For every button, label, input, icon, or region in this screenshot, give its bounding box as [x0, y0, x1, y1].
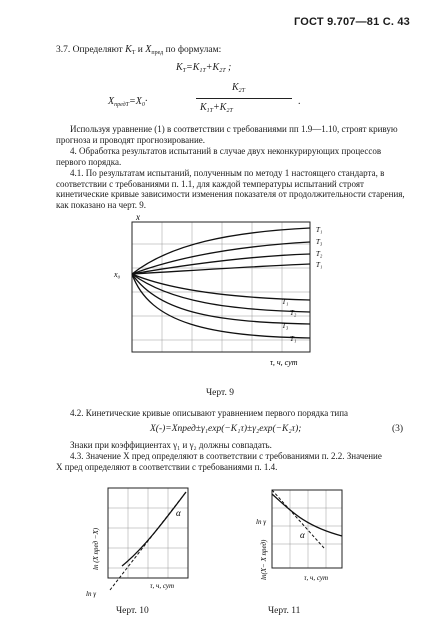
equation-3-number: (3): [392, 424, 404, 434]
p-4: 4. Обработка результатов испытаний в случае двух неконкурирующих процессов первого порядка.: [56, 146, 382, 167]
section-3-7: [56, 44, 406, 56]
sym-x: X: [145, 44, 152, 55]
eq1-plus: +K: [205, 62, 220, 73]
lower-label-3: T₃: [282, 322, 289, 330]
fig9-x0-label: x₀: [114, 270, 121, 279]
fig11-alpha: α: [300, 530, 305, 540]
numer: K: [232, 82, 239, 93]
fig9-y-label: x: [136, 214, 140, 222]
fig10-x-label: τ, ч, сут: [150, 582, 175, 590]
upper-label-3: T₂: [316, 250, 323, 258]
fig9-x-label: τ, ч, сут: [270, 358, 298, 367]
fig10-caption: Черт. 10: [116, 606, 149, 616]
fig11-y-label: ln(X− X пред): [260, 539, 268, 580]
denom-a: K: [200, 102, 207, 113]
equation-3: X(-)=Xпред±γ₁exp(−K₁τ)±γ₂exp(−K₂τ);: [150, 424, 302, 434]
fraction-numerator: $K_{2T}$: [232, 82, 246, 94]
lower-label-4: T₁: [290, 335, 297, 343]
fraction-bar: [196, 98, 292, 99]
eq1-lhs: K: [176, 62, 183, 73]
p-using: Используя уравнение (1) в соответствии с требованиями пп 1.9—1.10, строят кривую прогноза и проводят прогнозирование.: [56, 124, 398, 145]
fig9-caption: Черт. 9: [206, 388, 234, 398]
fig9-frame: [132, 222, 310, 352]
fig10-curve: [122, 492, 186, 566]
sub-t: T: [131, 50, 136, 56]
page-header: ГОСТ 9.707—81 С. 43: [293, 16, 410, 28]
sub-pred: пред: [151, 50, 164, 56]
period: .: [298, 96, 301, 107]
fig11-dashed-line: [272, 490, 324, 548]
fig11-ln-gamma: ln γ: [256, 518, 266, 526]
curve-lower-2: [132, 274, 310, 312]
s37-and: и: [137, 45, 143, 55]
formula-x: $X_{предT}=X_0\cdot$: [108, 96, 148, 108]
denom-plus: +K: [213, 102, 227, 113]
figure-11: [242, 480, 352, 590]
eq2-rhs: =X: [129, 96, 142, 107]
lower-label-2: T₂: [290, 309, 297, 317]
curve-lower-1: [132, 274, 310, 300]
figure-9: [110, 214, 360, 374]
figure-10: [82, 480, 202, 600]
lower-label-1: T₁: [282, 298, 289, 306]
upper-label-1: T₁: [316, 226, 323, 234]
upper-label-4: T₁: [316, 261, 323, 269]
p-4-2: 4.2. Кинетические кривые описывают уравнением первого порядка типа: [70, 408, 349, 418]
s37-lead: 3.7. Определяют: [56, 45, 123, 55]
formula-k: $K_T=K_{1T}+K_{2T}$ ;: [176, 62, 232, 74]
fig10-ln-gamma: ln γ: [86, 590, 96, 598]
upper-label-2: T₃: [316, 238, 323, 246]
p-4-3b: X пред определяют в соответствии с требованиями п. 1.4.: [56, 462, 278, 472]
p-4-1: 4.1. По результатам испытаний, полученным по методу 1 настоящего стандарта, в соответствии с требованиями п. 1.1, для каждой температуры испытаний строят кинетические кривые зависимости изменения показателя от продолжительности старения, как показано на черт. 9.: [56, 168, 405, 210]
eq1-rhs: =K: [186, 62, 200, 73]
fig10-alpha: α: [176, 508, 181, 518]
eq2-lhs: X: [108, 96, 115, 107]
fig10-grid: [108, 488, 188, 578]
s37-tail: по формулам:: [165, 45, 222, 55]
p-4-3a: 4.3. Значение X пред определяют в соответствии с требованиями п. 2.2. Значение: [70, 451, 382, 461]
p-signs: Знаки при коэффициентах γ₁ и γ₂ должны совпадать.: [70, 440, 272, 450]
fig11-caption: Черт. 11: [268, 606, 301, 616]
eq2-dot: ·: [144, 96, 148, 107]
fig10-y-label: ln (X пред −X): [92, 527, 100, 570]
fraction-denominator: $K_{1T}+K_{2T}$: [200, 102, 233, 114]
sym-k: K: [125, 44, 132, 55]
fig11-x-label: τ, ч, сут: [304, 574, 329, 582]
fig9-grid: [132, 222, 310, 352]
